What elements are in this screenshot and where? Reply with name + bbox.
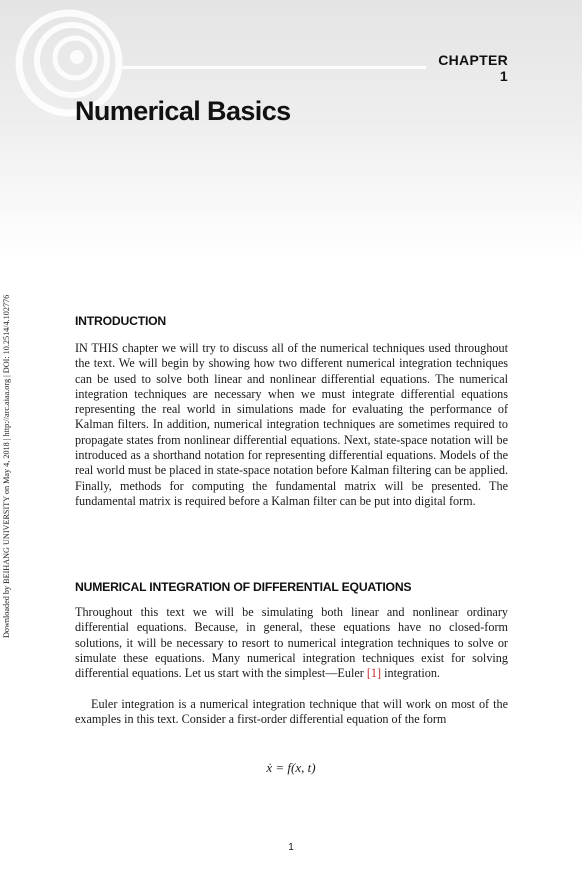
chapter-title: Numerical Basics — [75, 96, 291, 126]
paragraph-text: Throughout this text we will be simulating both linear and nonlinear ordinary differential equations. Because, in general, these equations have no closed-form solutions, it will be necessary to resort to numerical integration techniques to solve or simulate these equations. Many numerical integration techniques exist for solving differential equations. Let us start with the simplest—Euler — [75, 605, 508, 681]
page-number: 1 — [288, 842, 294, 853]
section-heading-introduction: INTRODUCTION — [75, 314, 167, 328]
section-heading-numerical-integration: NUMERICAL INTEGRATION OF DIFFERENTIAL EQUATIONS — [75, 580, 412, 594]
euler-equation: ẋ = f(x, t) — [266, 760, 316, 775]
citation-link[interactable]: [1] — [366, 666, 382, 681]
chapter-label: CHAPTER 1 — [438, 52, 508, 84]
introduction-paragraph: IN THIS chapter we will try to discuss all of the numerical techniques used throughout the text. We will begin by showing how two different numerical integration techniques can be used to solve both linear and nonlinear differential equations. The numerical integration techniques are necessary when we must integrate differential equations representing the real world in simulations made for evaluating the performance of Kalman filters. In addition, numerical integration techniques are sometimes required to propagate states from nonlinear differential equations. Next, state-space notation will be introduced as a shorthand notation for representing differential equations. Models of the real world must be placed in state-space notation before Kalman filtering can be applied. Finally, methods for computing the fundamental matrix will be presented. The fundamental matrix is required before a Kalman filter can be put into digital form. — [75, 341, 508, 508]
paragraph-text: integration. — [381, 666, 440, 681]
numerical-integration-paragraph-1 — [75, 605, 508, 681]
numerical-integration-paragraph-2: Euler integration is a numerical integration technique that will work on most of the examples in this text. Consider a first-order differential equation of the form — [75, 697, 508, 727]
download-margin-note: Downloaded by BEIHANG UNIVERSITY on May 4, 2018 | http://arc.aiaa.org | DOI: 10.2514/4.102776 — [2, 294, 11, 638]
chapter-rule — [122, 66, 426, 69]
